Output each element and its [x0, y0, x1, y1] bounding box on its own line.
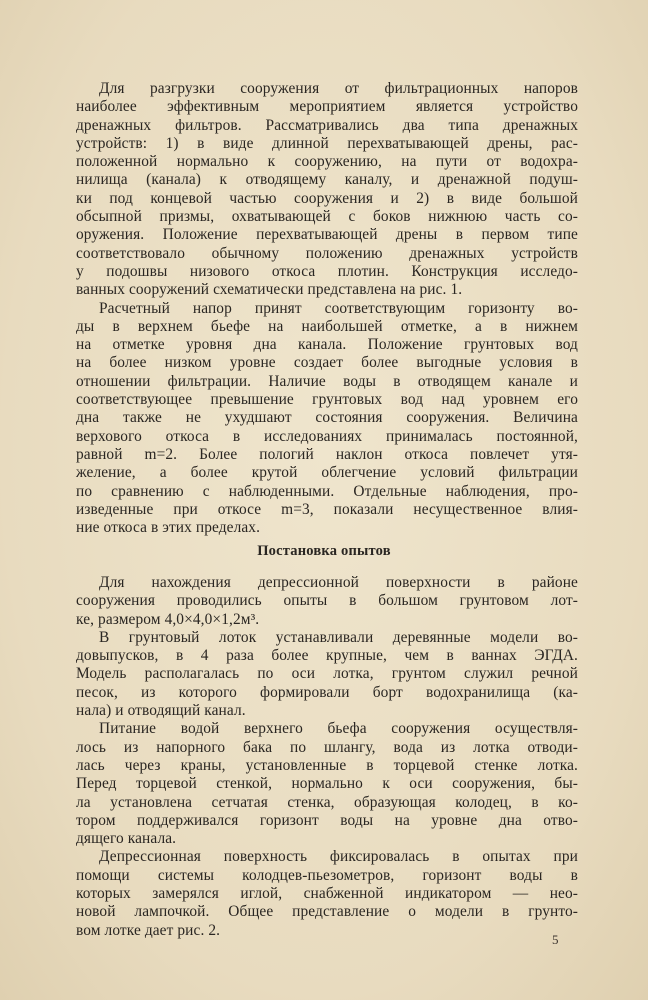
section-1-text [76, 80, 578, 537]
text-line: Модель располагалась по оси лотка, грунтом служил речной [76, 665, 578, 683]
text-line: отношении фильтрации. Наличие воды в отводящем канале и [76, 372, 578, 390]
text-line: желение, а более крутой облегчение условий фильтрации [76, 464, 578, 482]
text-line: у подошвы низового откоса плотин. Конструкция исследо- [76, 262, 578, 280]
text-line: по сравнению с наблюденными. Отдельные наблюдения, про- [76, 482, 578, 500]
text-line: соответствующее превышение грунтовых вод над уровнем его [76, 391, 578, 409]
text-line: сооружения проводились опыты в большом грунтовом лот- [76, 592, 578, 610]
text-line: Для нахождения депрессионной поверхности в районе [99, 574, 578, 591]
text-line: новой лампочкой. Общее представление о модели в грунто- [76, 903, 578, 921]
section-2-text [76, 574, 578, 940]
text-line: наиболее эффективным мероприятием является устройство [76, 98, 578, 116]
text-line: которых замерялся иглой, снабженной индикатором — нео- [76, 885, 578, 903]
text-line: Питание водой верхнего бьефа сооружения осуществля- [99, 720, 578, 738]
text-line: обсыпной призмы, охватывающей с боков нижнюю часть со- [76, 208, 578, 226]
text-line: равной m=2. Более пологий наклон откоса повлечет утя- [76, 445, 578, 463]
text-line: изведенные при откосе m=3, показали несущественное влия- [76, 500, 578, 518]
text-line: песок, из которого формировали борт водохранилища (ка- [76, 683, 578, 701]
text-line: ние откоса в этих пределах. [76, 519, 261, 537]
text-line: положенной нормально к сооружению, на пути от водохра- [76, 153, 578, 171]
section-heading: Постановка опытов [257, 543, 391, 559]
text-line: на более низком уровне создает более выгодные условия в [76, 354, 578, 372]
text-line: лась через краны, установленные в торцевой стенке лотка. [76, 756, 578, 774]
text-line: лось из напорного бака по шлангу, вода из лотка отводи- [76, 738, 578, 756]
text-line: оружения. Положение перехватывающей дрены в первом типе [76, 226, 578, 244]
text-line: вом лотке дает рис. 2. [76, 921, 221, 939]
text-line: тором поддерживался горизонт воды на уровне дна отво- [76, 811, 578, 829]
text-line: Перед торцевой стенкой, нормально к оси сооружения, бы- [76, 775, 578, 793]
text-line: ке, размером 4,0×4,0×1,2м³. [76, 610, 260, 628]
text-line: дна также не ухудшают состояния сооружения. Величина [76, 409, 578, 427]
text-line: соответствовало обычному положению дренажных устройств [76, 244, 578, 262]
text-line: довыпусков, в 4 раза более крупные, чем в ваннах ЭГДА. [76, 647, 578, 665]
text-line: дящего канала. [76, 830, 177, 848]
text-line: ки под концевой частью сооружения и 2) в виде большой [76, 189, 578, 207]
text-line: ванных сооружений схематически представлена на рис. 1. [76, 281, 463, 299]
text-line: Депрессионная поверхность фиксировалась в опытах при [99, 848, 578, 866]
text-line: помощи системы колодцев-пьезометров, горизонт воды в [76, 866, 578, 884]
text-line: ла установлена сетчатая стенка, образующая колодец, в ко- [76, 793, 578, 811]
text-line: дренажных фильтров. Рассматривались два типа дренажных [76, 116, 578, 134]
page-number: 5 [552, 932, 559, 947]
text-line: Расчетный напор принят соответствующим горизонту во- [99, 299, 578, 317]
text-line: В грунтовый лоток устанавливали деревянные модели во- [99, 628, 578, 646]
text-line: нала) и отводящий канал. [76, 702, 246, 720]
text-line: Для разгрузки сооружения от фильтрационных напоров [99, 80, 578, 97]
text-line: нилища (канала) к отводящему каналу, и дренажной подуш- [76, 171, 578, 189]
text-line: устройств: 1) в виде длинной перехватывающей дрены, рас- [76, 134, 578, 152]
text-line: ды в верхнем бьефе на наибольшей отметке, а в нижнем [76, 317, 578, 335]
text-line: верхового откоса в исследованиях принималась постоянной, [76, 427, 578, 445]
text-line: на отметке уровня дна канала. Положение грунтовых вод [76, 336, 578, 354]
